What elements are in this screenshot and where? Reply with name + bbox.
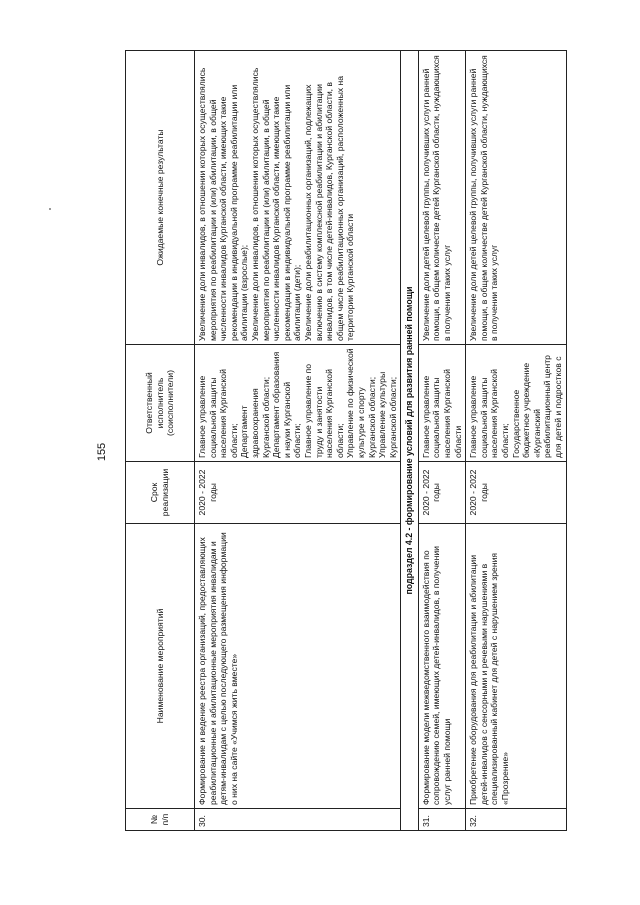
row-result: Увеличение доли инвалидов, в отношении которых осуществлялись мероприятия по реабилитации и (или) абилитации, в общей численности инвалидов Курганской области, имеющих такие рекомендации в индивидуальной программе реабилитации или абилитации (взрослые); Увеличение доли инвалидов, в отношении которых осуществлялись мероприятия по реабилитации и (или) абилитации, в общей численности инвалидов Курганской области, имеющих такие рекомендации в индивидуальной программе реабилитации или абилитации (дети); Увеличение доли реабилитационных организаций, подлежащих включению в систему комплексной реабилитации и абилитации инвалидов, в том числе детей-инвалидов, Курганской области, в общем числе реабилитационных организаций, расположенных на территории Курганской области [195,51,401,345]
row-num: 32. [466,809,566,831]
table-row [195,51,401,831]
row-executor: Главное управление социальной защиты населения Курганской области [418,345,465,462]
row-result: Увеличение доли детей целевой группы, получивших услуги ранней помощи, в общем количестве детей Курганской области, нуждающихся в получении таких услуг [418,51,465,345]
page-number: 155 [96,442,109,462]
program-table [125,50,567,831]
row-name: Формирование и ведение реестра организаций, предоставляющих реабилитационные и абилитационные мероприятия инвалидам и детям-инвалидам с целью последующего размещения информации о них на сайте «Учимся жить вместе» [195,524,401,809]
row-executor: Главное управление социальной защиты населения Курганской области; Департамент здравоохранения Курганской области; Департамент образования и науки Курганской области; Главное управление по труду и занятости населения Курганской области; Управление по физической культуре и спорту Курганской области; Управление культуры Курганской области; [195,345,401,462]
row-name: Приобретение оборудования для реабилитации и абилитации детей-инвалидов с сенсорными и речевыми нарушениями в специализированный кабинет для детей с нарушением зрения «Прозрение» [466,524,566,809]
header-result: Ожидаемые конечные результаты [126,51,195,345]
table-row [466,51,566,831]
row-num: 30. [195,809,401,831]
scan-speck [49,208,51,210]
row-term: 2020 - 2022 годы [466,462,566,524]
header-name: Наименование мероприятий [126,524,195,809]
program-table-sheet [125,51,600,831]
row-term: 2020 - 2022 годы [418,462,465,524]
header-term: Срок реализации [126,462,195,524]
subsection-row [401,51,419,831]
row-result: Увеличение доли детей целевой группы, получивших услуги ранней помощи, в общем количестве детей Курганской области, нуждающихся в получении таких услуг [466,51,566,345]
row-term: 2020 - 2022 годы [195,462,401,524]
row-name: Формирование модели межведомственного взаимодействия по сопровождению семей, имеющих детей-инвалидов, в получении услуг ранней помощи [418,524,465,809]
table-header-row [126,51,195,831]
row-num: 31. [418,809,465,831]
subsection-title: подраздел 4.2 - формирование условий для развития ранней помощи [401,51,419,831]
header-num: № п/п [126,809,195,831]
row-executor: Главное управление социальной защиты населения Курганской области; Государственное бюджетное учреждение «Курганский реабилитационный центр для детей и подростков с [466,345,566,462]
table-row [418,51,465,831]
header-executor: Ответственный исполнитель (соисполнители) [126,345,195,462]
